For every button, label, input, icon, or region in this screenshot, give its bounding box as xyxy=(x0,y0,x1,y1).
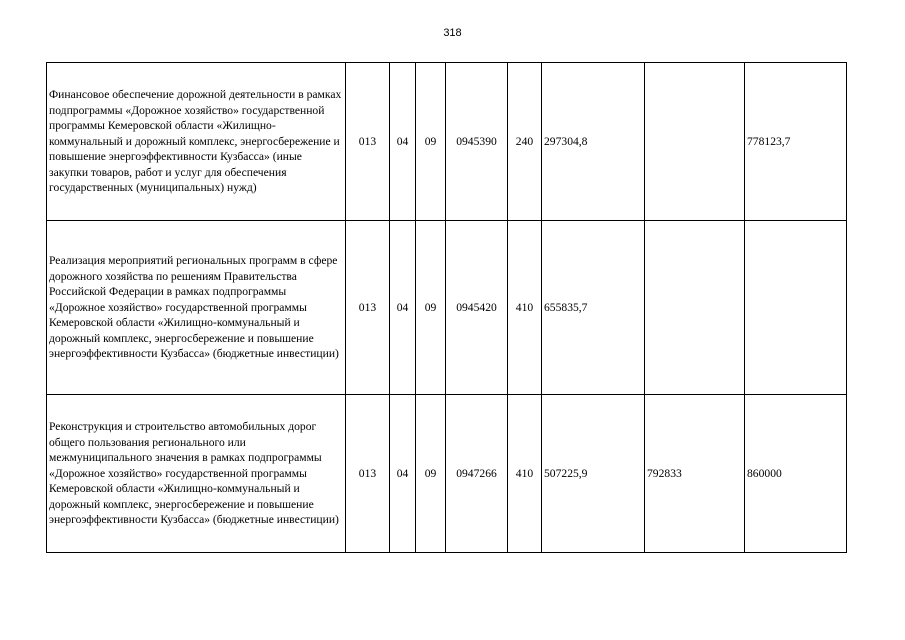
subsection-code: 09 xyxy=(416,63,446,221)
table-row xyxy=(47,63,847,221)
amount-year-1: 655835,7 xyxy=(542,221,645,395)
amount-year-3: 778123,7 xyxy=(745,63,847,221)
subsection-code: 09 xyxy=(416,395,446,553)
section-code: 04 xyxy=(390,221,416,395)
amount-year-1: 297304,8 xyxy=(542,63,645,221)
expense-type-code: 240 xyxy=(508,63,542,221)
amount-year-3 xyxy=(745,221,847,395)
row-description: Финансовое обеспечение дорожной деятельности в рамках подпрограммы «Дорожное хозяйство» государственной программы Кемеровской области «Жилищно-коммунальный и дорожный комплекс, энергосбережение и повышение энергоэффективности Кузбасса» (иные закупки товаров, работ и услуг для обеспечения государственных (муниципальных) нужд) xyxy=(47,63,346,221)
page-number: 318 xyxy=(443,27,462,39)
expense-type-code: 410 xyxy=(508,221,542,395)
amount-year-2 xyxy=(645,63,745,221)
table-row xyxy=(47,221,847,395)
target-article-code: 0945420 xyxy=(446,221,508,395)
target-article-code: 0945390 xyxy=(446,63,508,221)
row-description: Реализация мероприятий региональных программ в сфере дорожного хозяйства по решениям Правительства Российской Федерации в рамках подпрограммы «Дорожное хозяйство» государственной программы Кемеровской области «Жилищно-коммунальный и дорожный комплекс, энергосбережение и повышение энергоэффективности Кузбасса» (бюджетные инвестиции) xyxy=(47,221,346,395)
ministry-code: 013 xyxy=(346,395,390,553)
amount-year-1: 507225,9 xyxy=(542,395,645,553)
ministry-code: 013 xyxy=(346,63,390,221)
amount-year-3: 860000 xyxy=(745,395,847,553)
row-description: Реконструкция и строительство автомобильных дорог общего пользования регионального или межмуниципального значения в рамках подпрограммы «Дорожное хозяйство» государственной программы Кемеровской области «Жилищно-коммунальный и дорожный комплекс, энергосбережение и повышение энергоэффективности Кузбасса» (бюджетные инвестиции) xyxy=(47,395,346,553)
expense-type-code: 410 xyxy=(508,395,542,553)
target-article-code: 0947266 xyxy=(446,395,508,553)
amount-year-2 xyxy=(645,221,745,395)
section-code: 04 xyxy=(390,395,416,553)
subsection-code: 09 xyxy=(416,221,446,395)
amount-year-2: 792833 xyxy=(645,395,745,553)
table-row xyxy=(47,395,847,553)
ministry-code: 013 xyxy=(346,221,390,395)
section-code: 04 xyxy=(390,63,416,221)
budget-table xyxy=(46,62,847,553)
